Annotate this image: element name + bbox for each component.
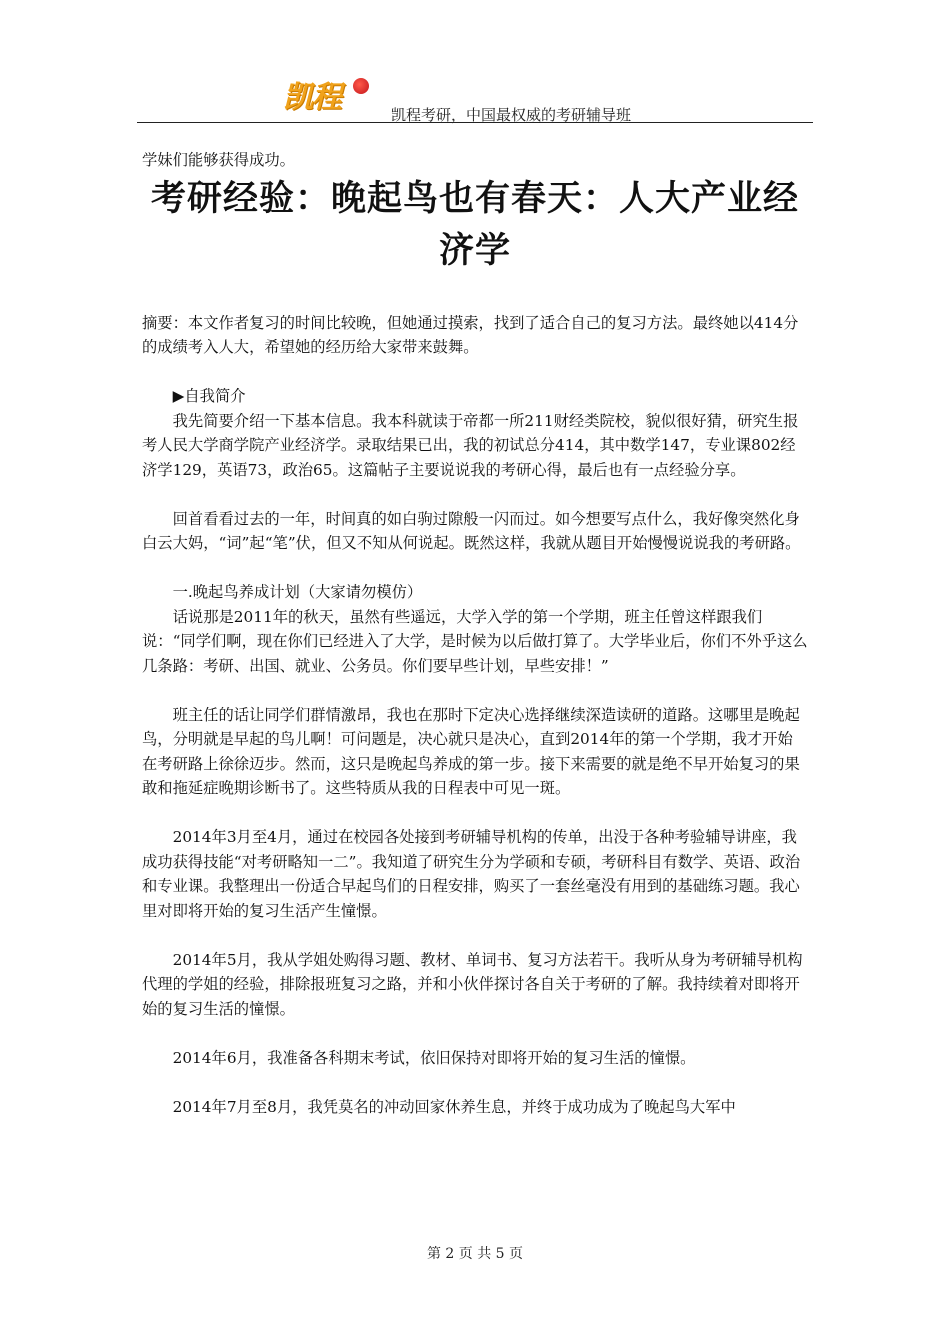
paragraph-1: 我先简要介绍一下基本信息。我本科就读于帝都一所211财经类院校，貌似很好猜，研究生报考人民大学商学院产业经济学。录取结果已出，我的初试总分414，其中数学147，专业课802经济学129，英语73，政治65。这篇帖子主要说说我的考研心得，最后也有一点经验分享。	[142, 411, 799, 479]
logo-red-dot-icon	[353, 78, 369, 94]
article-title: 考研经验：晚起鸟也有春天：人大产业经济学	[150, 178, 799, 271]
page-header	[137, 62, 813, 124]
document-body	[142, 148, 808, 1119]
header-tagline: 凯程考研，中国最权威的考研辅导班	[391, 106, 632, 124]
lead-paragraph: 学妹们能够获得成功。	[142, 151, 295, 169]
paragraph-7: 2014年6月，我准备各科期末考试，依旧保持对即将开始的复习生活的憧憬。	[172, 1048, 696, 1067]
section-heading-intro: ▶自我简介	[172, 387, 246, 405]
paragraph-3: 话说那是2011年的秋天，虽然有些遥远，大学入学的第一个学期，班主任曾这样跟我们说：“同学们啊，现在你们已经进入了大学，是时候为以后做打算了。大学毕业后，你们不外乎这么几条路：考研、出国、就业、公务员。你们要早些计划，早些安排！”	[142, 607, 808, 675]
paragraph-6: 2014年5月，我从学姐处购得习题、教材、单词书、复习方法若干。我听从身为考研辅导机构代理的学姐的经验，排除报班复习之路，并和小伙伴探讨各自关于考研的了解。我持续着对即将开始的复习生活的憧憬。	[142, 950, 803, 1018]
paragraph-8: 2014年7月至8月，我凭莫名的冲动回家休养生息，并终于成功成为了晚起鸟大军中	[172, 1097, 736, 1116]
page-footer: 第 2 页 共 5 页	[426, 1246, 524, 1262]
header-divider	[137, 122, 813, 123]
paragraph-5: 2014年3月至4月，通过在校园各处接到考研辅导机构的传单，出没于各种考验辅导讲座，我成功获得技能“对考研略知一二”。我知道了研究生分为学硕和专硕，考研科目有数学、英语、政治和专业课。我整理出一份适合早起鸟们的日程安排，购买了一套丝毫没有用到的基础练习题。我心里对即将开始的复习生活产生憧憬。	[142, 828, 801, 920]
section-heading-plan: 一.晚起鸟养成计划（大家请勿模仿）	[172, 583, 423, 601]
paragraph-2: 回首看看过去的一年，时间真的如白驹过隙般一闪而过。如今想要写点什么，我好像突然化身白云大妈，“词”起“笔”伏，但又不知从何说起。既然这样，我就从题目开始慢慢说说我的考研路。	[142, 509, 801, 552]
paragraph-4: 班主任的话让同学们群情激昂，我也在那时下定决心选择继续深造读研的道路。这哪里是晚起鸟，分明就是早起的鸟儿啊！可问题是，决心就只是决心，直到2014年的第一个学期，我才开始在考研路上徐徐迈步。然而，这只是晚起鸟养成的第一步。接下来需要的就是绝不早开始复习的果敢和拖延症晚期诊断书了。这些特质从我的日程表中可见一斑。	[142, 705, 800, 797]
abstract-paragraph: 摘要：本文作者复习的时间比较晚，但她通过摸索，找到了适合自己的复习方法。最终她以414分的成绩考入人大，希望她的经历给大家带来鼓舞。	[142, 313, 799, 356]
logo-wordmark: 凯程	[283, 80, 341, 115]
kaicheng-logo	[283, 66, 379, 116]
